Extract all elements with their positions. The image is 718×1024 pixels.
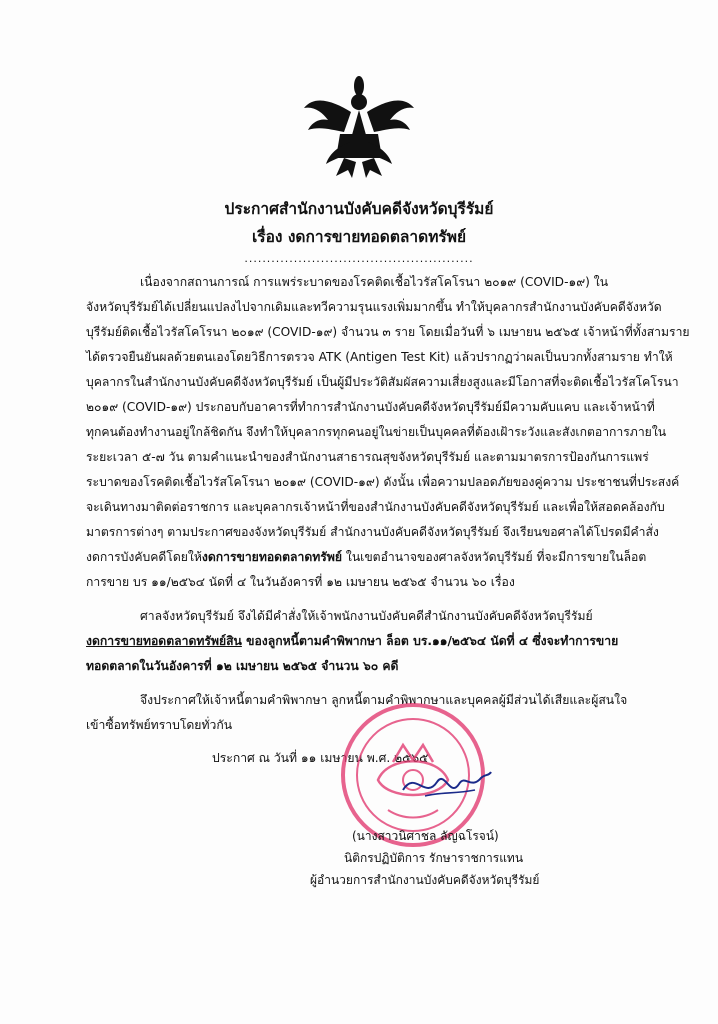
signer-name: (นางสาวนิศาชล ลัญฉโรจน์) — [352, 829, 499, 843]
underlined-text: งดการขายทอดตลาดทรัพย์สิน — [86, 634, 242, 648]
signer-organization: ผู้อำนวยการสำนักงานบังคับคดีจังหวัดบุรีรัมย์ — [310, 873, 540, 887]
paragraph-line — [86, 549, 646, 565]
paragraph-line: จะเดินทางมาติดต่อราชการ และบุคลากรเจ้าหน้าที่ของสำนักงานบังคับคดีจังหวัดบุรีรัมย์ และเพื่อให้สอดคล้องกับ — [86, 500, 665, 514]
paragraph-line: จังหวัดบุรีรัมย์ได้เปลี่ยนแปลงไปจากเดิมและทวีความรุนแรงเพิ่มมากขึ้น ทำให้บุคลากรสำนักงานบังคับคดีจังหวัด — [86, 300, 662, 314]
bold-text: งดการขายทอดตลาดทรัพย์ — [201, 550, 342, 564]
paragraph-line: ๒๐๑๙ (COVID-๑๙) ประกอบกับอาคารที่ทำการสำนักงานบังคับคดีจังหวัดบุรีรัมย์มีความคับแคบ และเจ้าหน้าที่ — [86, 400, 655, 414]
bold-text: ของลูกหนี้ตามคำพิพากษา ล็อต บร.๑๑/๒๕๖๔ นัดที่ ๔ ซึ่งจะทำการขาย — [241, 634, 619, 648]
paragraph-line: จึงประกาศให้เจ้าหนี้ตามคำพิพากษา ลูกหนี้ตามคำพิพากษาและบุคคลผู้มีส่วนได้เสียและผู้สนใจ — [140, 693, 628, 707]
signer-position: นิติกรปฏิบัติการ รักษาราชการแทน — [344, 851, 524, 865]
paragraph-line: บุคลากรในสำนักงานบังคับคดีจังหวัดบุรีรัมย์ เป็นผู้มีประวัติสัมผัสความเสี่ยงสูงและมีโอกาสที่จะติดเชื้อไวรัสโคโรนา — [86, 375, 679, 389]
announcement-date: ประกาศ ณ วันที่ ๑๑ เมษายน พ.ศ. ๒๕๖๕ — [212, 751, 429, 765]
title-separator: ................................................... — [244, 252, 474, 265]
line-text: งดการบังคับคดีโดยให้ — [86, 550, 202, 564]
paragraph-line: เข้าซื้อทรัพย์ทราบโดยทั่วกัน — [86, 718, 233, 732]
paragraph-line: เนื่องจากสถานการณ์ การแพร่ระบาดของโรคติดเชื้อไวรัสโคโรนา ๒๐๑๙ (COVID-๑๙) ใน — [140, 275, 609, 289]
garuda-emblem — [300, 72, 418, 182]
paragraph-line: ได้ตรวจยืนยันผลด้วยตนเองโดยวิธีการตรวจ ATK (Antigen Test Kit) แล้วปรากฏว่าผลเป็นบวกทั้งสามราย ทำให้ — [86, 350, 673, 364]
paragraph-line: ศาลจังหวัดบุรีรัมย์ จึงได้มีคำสั่งให้เจ้าพนักงานบังคับคดีสำนักงานบังคับคดีจังหวัดบุรีรัมย์ — [140, 609, 593, 623]
paragraph-line: การขาย บร ๑๑/๒๕๖๔ นัดที่ ๔ ในวันอังคารที่ ๑๒ เมษายน ๒๕๖๕ จำนวน ๖๐ เรื่อง — [86, 575, 515, 589]
paragraph-line: ทอดตลาดในวันอังคารที่ ๑๒ เมษายน ๒๕๖๕ จำนวน ๖๐ คดี — [86, 659, 399, 673]
announcement-title: ประกาศสำนักงานบังคับคดีจังหวัดบุรีรัมย์ — [224, 200, 494, 218]
line-text: ในเขตอำนาจของศาลจังหวัดบุรีรัมย์ ที่จะมีการขายในล็อต — [342, 550, 647, 564]
paragraph-line: บุรีรัมย์ติดเชื้อไวรัสโคโรนา ๒๐๑๙ (COVID-๑๙) จำนวน ๓ ราย โดยเมื่อวันที่ ๖ เมษายน ๒๕๖๕ เจ้าหน้าที่ทั้งสามราย — [86, 325, 690, 339]
paragraph-line: มาตรการต่างๆ ตามประกาศของจังหวัดบุรีรัมย์ สำนักงานบังคับคดีจังหวัดบุรีรัมย์ จึงเรียนขอศาลได้โปรดมีคำสั่ง — [86, 525, 659, 539]
announcement-subject: เรื่อง งดการขายทอดตลาดทรัพย์ — [251, 228, 467, 246]
paragraph-line: ระบาดของโรคติดเชื้อไวรัสโคโรนา ๒๐๑๙ (COVID-๑๙) ดังนั้น เพื่อความปลอดภัยของคู่ความ ประชาชนที่ประสงค์ — [86, 475, 680, 489]
paragraph-line — [86, 633, 618, 649]
signature — [395, 760, 495, 810]
paragraph-line: ทุกคนต้องทำงานอยู่ใกล้ชิดกัน จึงทำให้บุคลากรทุกคนอยู่ในข่ายเป็นบุคคลที่ต้องเฝ้าระวังและสังเกตอาการภายใน — [86, 425, 667, 439]
paragraph-line: ระยะเวลา ๕-๗ วัน ตามคำแนะนำของสำนักงานสาธารณสุขจังหวัดบุรีรัมย์ และตามมาตรการป้องกันการแพร่ — [86, 450, 649, 464]
